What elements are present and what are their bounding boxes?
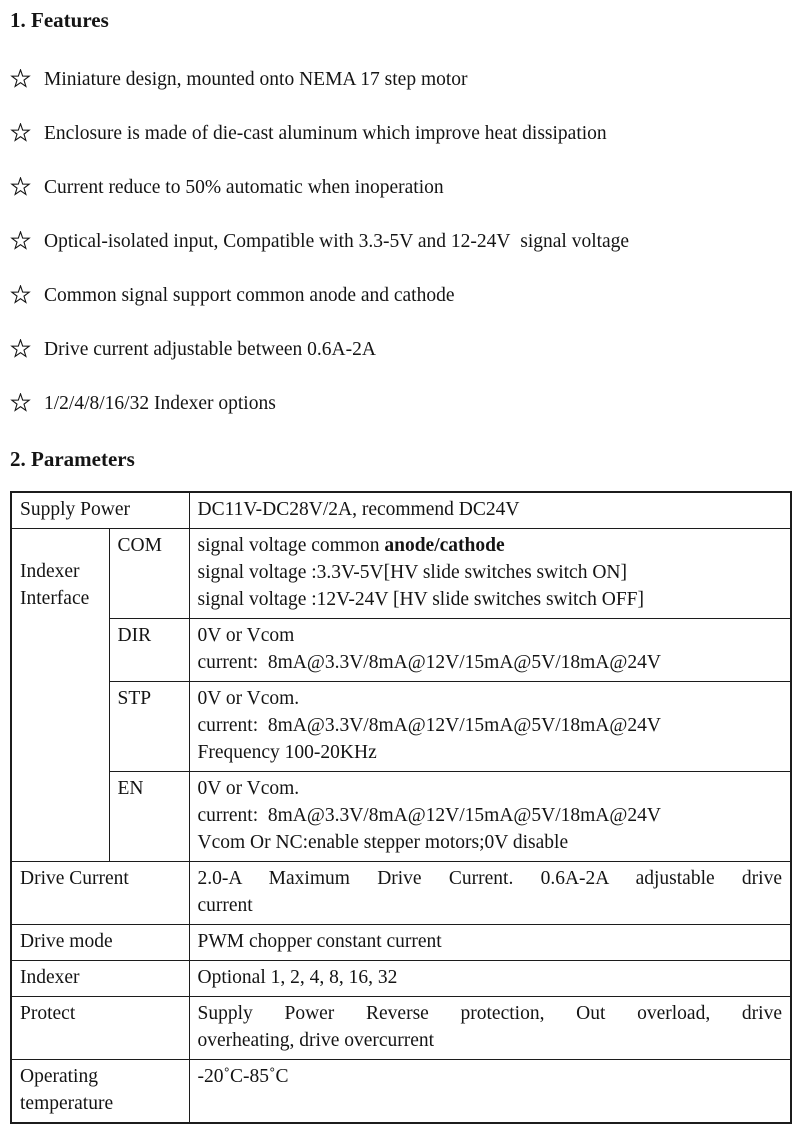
- value-line: 0V or Vcom.: [197, 688, 300, 709]
- feature-text: Optical-isolated input, Compatible with 3.3-5V and 12-24V signal voltage: [44, 231, 630, 252]
- star-icon: [10, 285, 31, 311]
- star-icon: [10, 231, 31, 257]
- star-icon: [10, 177, 31, 203]
- table-row-drive-current: [11, 862, 791, 925]
- row-label: Supply Power: [11, 492, 189, 529]
- value-line: current: [197, 895, 253, 916]
- feature-text: Miniature design, mounted onto NEMA 17 step motor: [44, 69, 468, 90]
- feature-text: Drive current adjustable between 0.6A-2A: [44, 339, 376, 360]
- row-value: [189, 961, 791, 997]
- feature-item: [10, 68, 790, 95]
- row-value: [189, 997, 791, 1060]
- star-icon: [10, 69, 31, 95]
- value-line: Supply Power Reverse protection, Out overload, drive: [197, 1003, 782, 1024]
- value-line: Vcom Or NC:enable stepper motors;0V disable: [197, 832, 569, 853]
- table-row-indexer: [11, 961, 791, 997]
- table-row-supply-power: [11, 492, 791, 529]
- value-line: DC11V-DC28V/2A, recommend DC24V: [197, 499, 520, 520]
- value-line: current: 8mA@3.3V/8mA@12V/15mA@5V/18mA@24V: [197, 652, 661, 673]
- bold-text: anode/cathode: [384, 535, 505, 556]
- parameters-table: [10, 491, 792, 1124]
- row-label: Protect: [11, 997, 189, 1060]
- row-sublabel: COM: [109, 529, 189, 619]
- table-row-en: [11, 772, 791, 862]
- value-line: overheating, drive overcurrent: [197, 1030, 435, 1051]
- row-value: [189, 682, 791, 772]
- value-line: signal voltage :12V-24V [HV slide switches switch OFF]: [197, 589, 645, 610]
- row-label: Drive mode: [11, 925, 189, 961]
- value-line: 0V or Vcom: [197, 625, 295, 646]
- value-line: Frequency 100-20KHz: [197, 742, 377, 763]
- feature-item: [10, 338, 790, 365]
- feature-text: Current reduce to 50% automatic when inoperation: [44, 177, 444, 198]
- feature-text: Enclosure is made of die-cast aluminum which improve heat dissipation: [44, 123, 607, 144]
- row-value: [189, 862, 791, 925]
- parameters-heading: 2. Parameters: [10, 447, 135, 471]
- row-sublabel: STP: [109, 682, 189, 772]
- table-row-stp: [11, 682, 791, 772]
- value-line: PWM chopper constant current: [197, 931, 442, 952]
- feature-item: [10, 392, 790, 419]
- feature-item: [10, 176, 790, 203]
- row-sublabel: DIR: [109, 619, 189, 682]
- row-label-indexer-interface: Indexer Interface: [11, 529, 109, 862]
- table-row-drive-mode: [11, 925, 791, 961]
- row-label: Indexer: [11, 961, 189, 997]
- table-row-operating-temperature: [11, 1060, 791, 1124]
- feature-item: [10, 230, 790, 257]
- table-row-protect: [11, 997, 791, 1060]
- feature-item: [10, 122, 790, 149]
- value-line: 0V or Vcom.: [197, 778, 300, 799]
- features-list: [10, 68, 790, 419]
- value-line: -20˚C-85˚C: [197, 1066, 289, 1087]
- row-value: [189, 492, 791, 529]
- feature-text: 1/2/4/8/16/32 Indexer options: [44, 393, 276, 414]
- table-row-dir: [11, 619, 791, 682]
- row-label: Drive Current: [11, 862, 189, 925]
- star-icon: [10, 123, 31, 149]
- row-sublabel: EN: [109, 772, 189, 862]
- value-line: Optional 1, 2, 4, 8, 16, 32: [197, 967, 398, 988]
- table-row-com: [11, 529, 791, 619]
- row-value: [189, 772, 791, 862]
- row-label: Operating temperature: [11, 1060, 189, 1124]
- row-value: [189, 1060, 791, 1124]
- feature-item: [10, 284, 790, 311]
- row-value: [189, 529, 791, 619]
- value-line: current: 8mA@3.3V/8mA@12V/15mA@5V/18mA@24V: [197, 805, 661, 826]
- row-value: [189, 619, 791, 682]
- value-line: signal voltage common anode/cathode: [197, 535, 505, 556]
- star-icon: [10, 339, 31, 365]
- star-icon: [10, 393, 31, 419]
- value-line: 2.0-A Maximum Drive Current. 0.6A-2A adjustable drive: [197, 868, 782, 889]
- feature-text: Common signal support common anode and cathode: [44, 285, 455, 306]
- value-line: current: 8mA@3.3V/8mA@12V/15mA@5V/18mA@24V: [197, 715, 661, 736]
- features-heading: 1. Features: [10, 8, 109, 32]
- value-line: signal voltage :3.3V-5V[HV slide switches switch ON]: [197, 562, 627, 583]
- row-value: [189, 925, 791, 961]
